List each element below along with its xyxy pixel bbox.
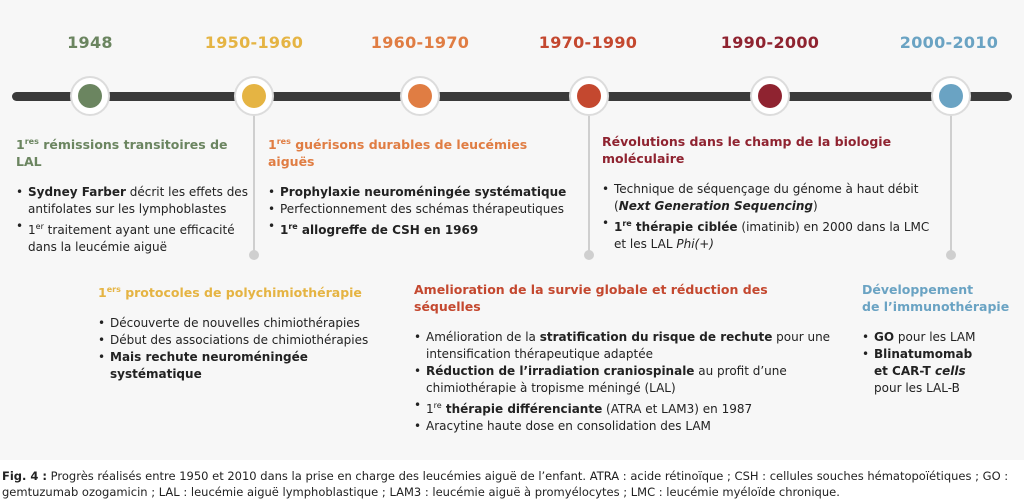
box-1970-1990-title: Amelioration de la survie globale et réduction des séquelles <box>414 282 768 314</box>
box-1950-1960-item-3: • Mais rechute neuroméningée systématique <box>98 349 398 383</box>
figure-caption <box>2 468 1022 500</box>
year-label-1990-2000: 1990-2000 <box>720 33 820 52</box>
box-1990-2000-item-2: • 1re thérapie ciblée (imatinib) en 2000 dans la LMC et les LAL Phi(+) <box>602 215 942 253</box>
box-1950-1960 <box>98 281 398 383</box>
node-1950-1960 <box>234 76 274 116</box>
box-1950-1960-item-1: • Découverte de nouvelles chimiothérapies <box>98 315 398 332</box>
node-2000-2010 <box>931 76 971 116</box>
box-1990-2000-title: Révolutions dans le champ de la biologie moléculaire <box>602 134 892 166</box>
box-1948-title: 1res rémissions transitoires de LAL <box>16 137 228 170</box>
box-1960-1970-title: 1res guérisons durables de leucémies aiguës <box>268 137 528 170</box>
box-2000-2010-item-2: • Blinatumomab et CAR-T cells pour les LAL-B <box>862 346 1020 397</box>
node-1960-1970 <box>400 76 440 116</box>
box-2000-2010 <box>862 281 1020 397</box>
box-1950-1960-item-2: • Début des associations de chimiothérapies <box>98 332 398 349</box>
year-label-2000-2010: 2000-2010 <box>899 33 999 52</box>
box-1970-1990-item-1: • Amélioration de la stratification du risque de rechute pour une intensification thérapeutique adaptée <box>414 329 834 363</box>
box-1950-1960-title: 1ers protocoles de polychimiothérapie <box>98 285 362 301</box>
box-2000-2010-item-1: • GO pour les LAM <box>862 329 1020 346</box>
box-1990-2000 <box>602 133 942 253</box>
box-1990-2000-item-1: • Technique de séquençage du génome à haut débit (Next Generation Sequencing) <box>602 181 942 215</box>
connector-1970-1990 <box>588 110 590 255</box>
figure-caption-label: Fig. 4 : <box>2 469 48 483</box>
box-1970-1990-item-2: • Réduction de l’irradiation craniospinale au profit d’une chimiothérapie à tropisme méningé (LAL) <box>414 363 834 397</box>
box-1970-1990-item-4: • Aracytine haute dose en consolidation des LAM <box>414 418 834 435</box>
timeline-bar <box>12 92 1012 101</box>
box-1960-1970-item-2: • Perfectionnement des schémas thérapeutiques <box>268 201 578 218</box>
box-2000-2010-title: Développement de l’immunothérapie <box>862 282 1010 314</box>
box-1948 <box>16 133 256 256</box>
node-1970-1990 <box>569 76 609 116</box>
year-label-1948: 1948 <box>67 33 113 52</box>
box-1960-1970-item-1: • Prophylaxie neuroméningée systématique <box>268 184 578 201</box>
year-label-1970-1990: 1970-1990 <box>538 33 638 52</box>
box-1970-1990-item-3: • 1re thérapie différenciante (ATRA et LAM3) en 1987 <box>414 397 834 418</box>
box-1960-1970-item-3: • 1re allogreffe de CSH en 1969 <box>268 218 578 239</box>
box-1948-item-2: • 1er traitement ayant une efficacité dans la leucémie aiguë <box>16 218 256 256</box>
node-1990-2000 <box>750 76 790 116</box>
figure-caption-text: Progrès réalisés entre 1950 et 2010 dans la prise en charge des leucémies aiguë de l’enfant. ATRA : acide rétinoïque ; CSH : cellules souches hématopoïétiques ; GO : gemtuzumab ozogamicin ; LAL : leucémie aiguë lymphoblastique ; LAM3 : leucémie aiguë à promyélocytes ; LMC : leucémie myéloïde chronique. <box>2 469 1009 499</box>
connector-end-2000-2010 <box>946 250 956 260</box>
connector-end-1970-1990 <box>584 250 594 260</box>
year-label-1960-1970: 1960-1970 <box>370 33 470 52</box>
connector-2000-2010 <box>950 110 952 255</box>
box-1960-1970 <box>268 133 578 239</box>
box-1970-1990 <box>414 281 834 435</box>
node-1948 <box>70 76 110 116</box>
box-1948-item-1: • Sydney Farber décrit les effets des antifolates sur les lymphoblastes <box>16 184 256 218</box>
year-label-1950-1960: 1950-1960 <box>204 33 304 52</box>
